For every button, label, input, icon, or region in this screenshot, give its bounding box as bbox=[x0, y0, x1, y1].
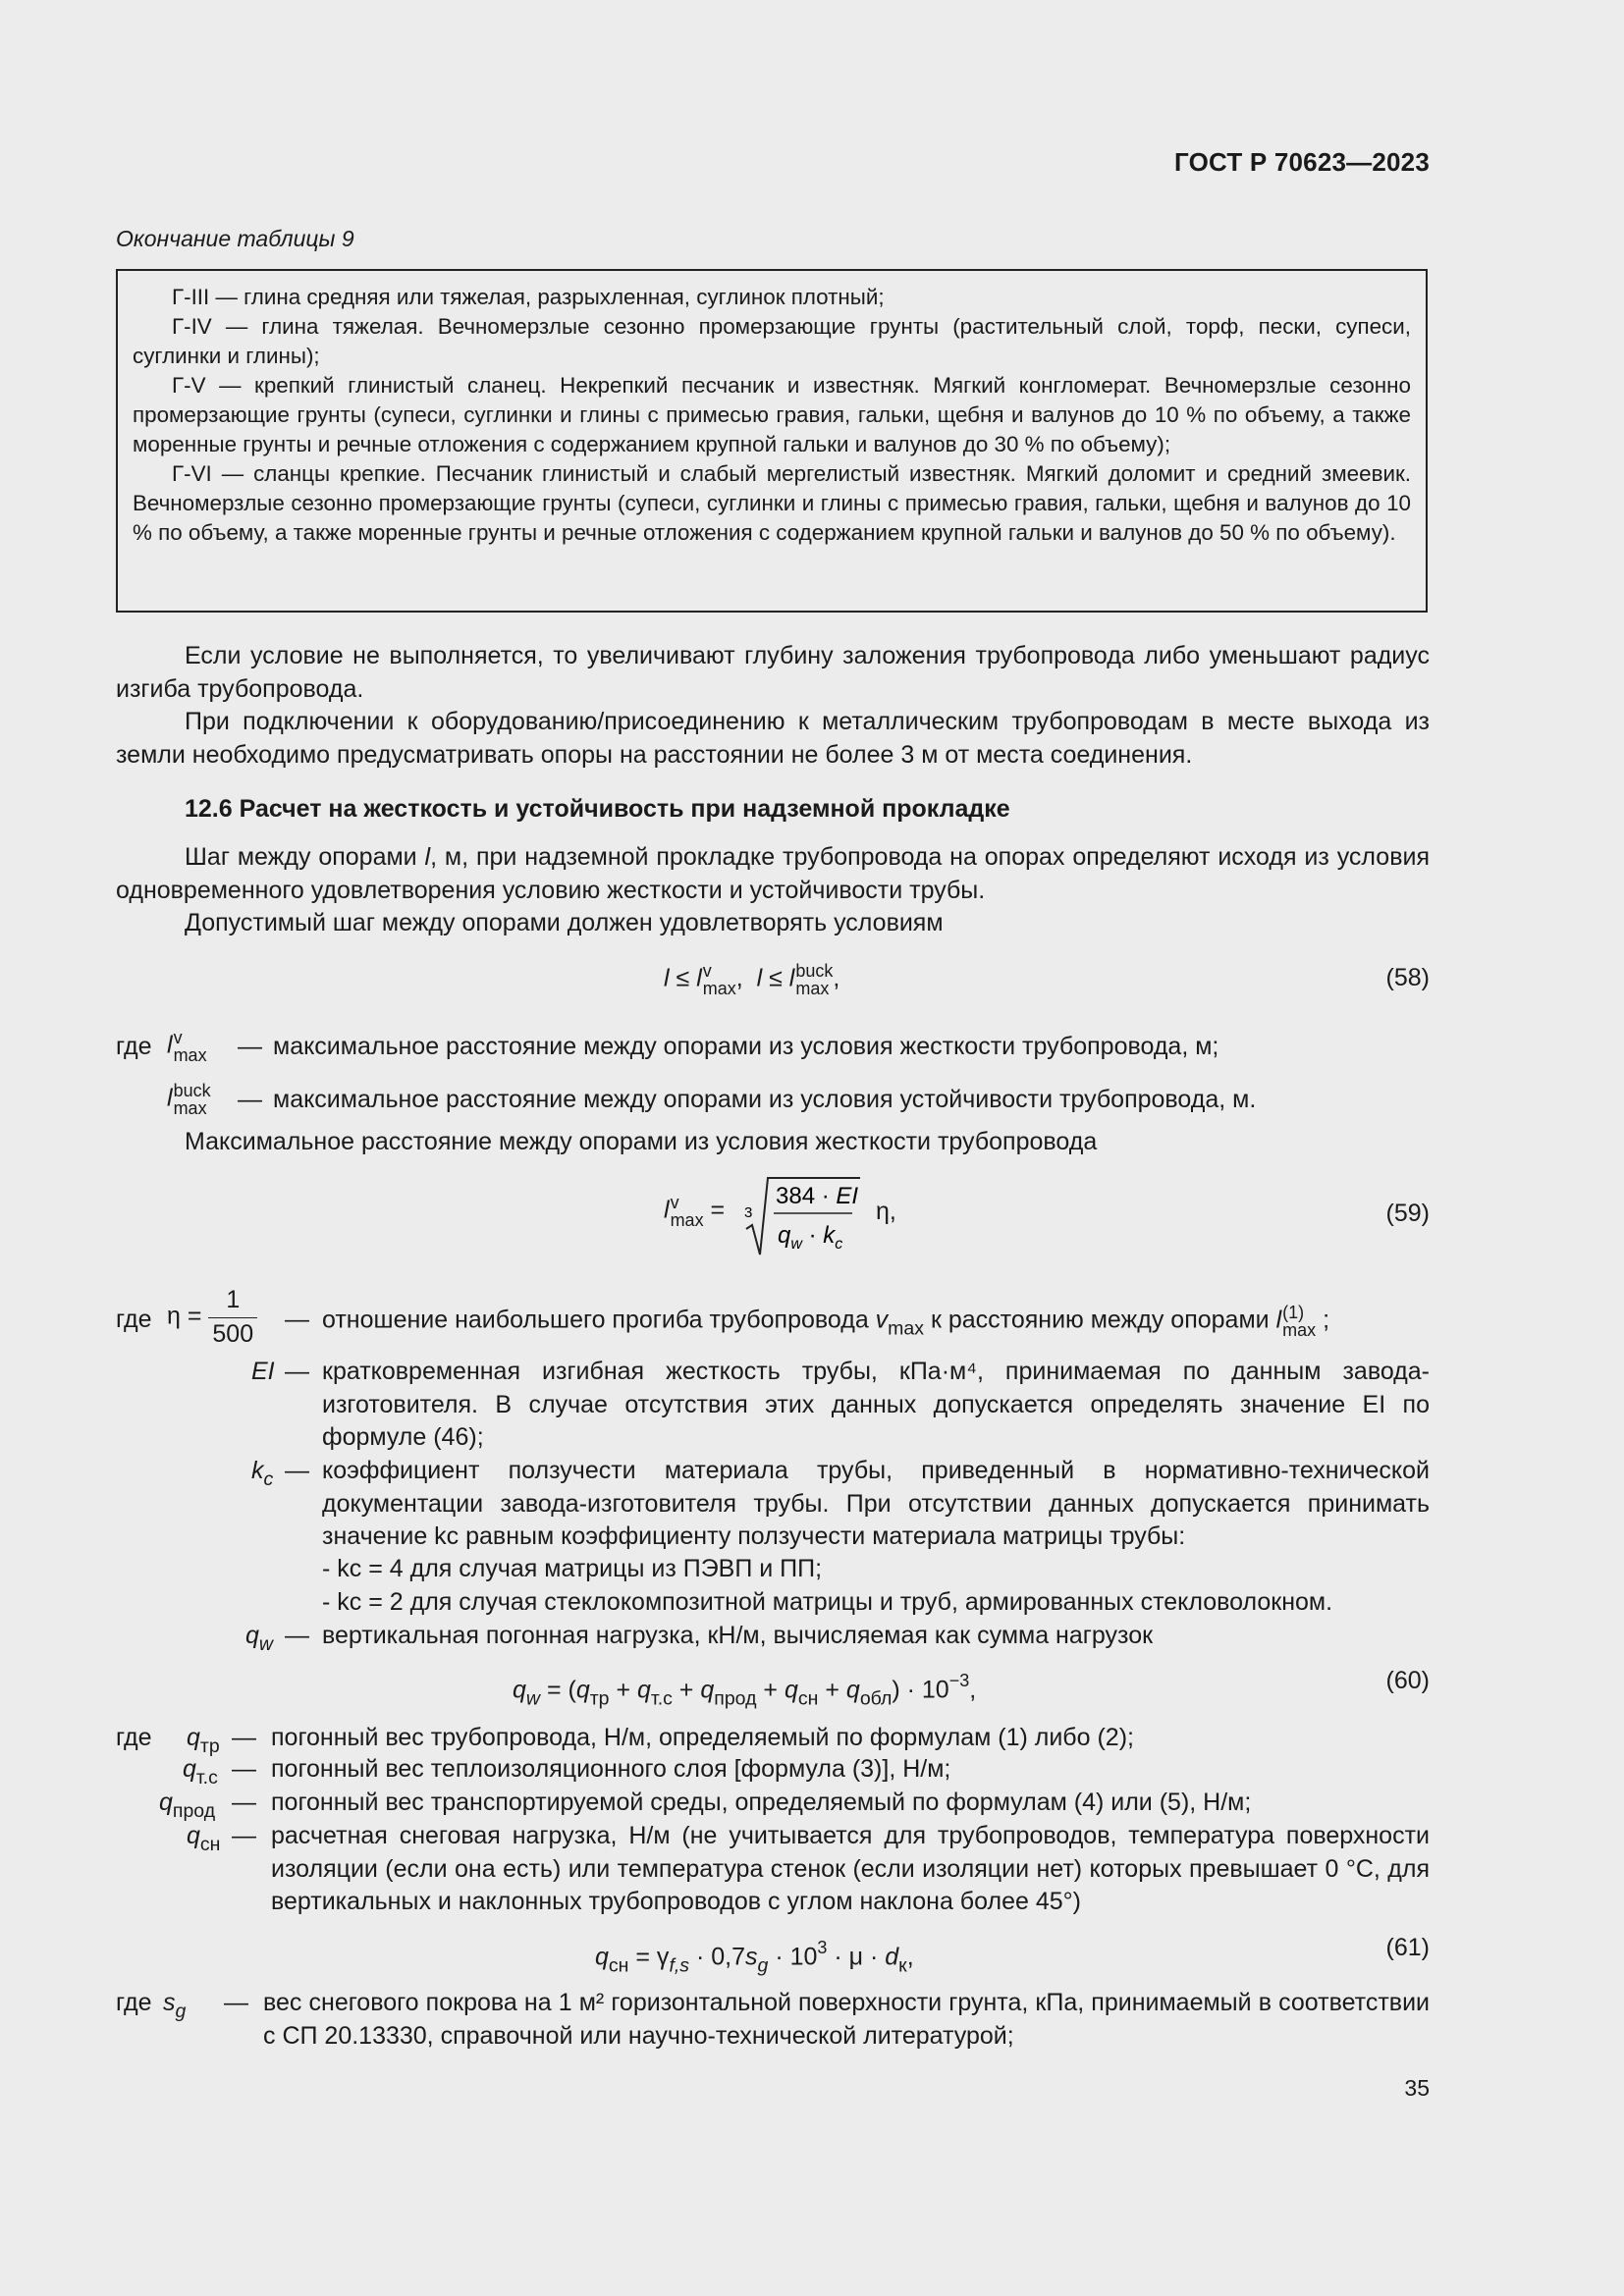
table-continuation-label: Окончание таблицы 9 bbox=[116, 226, 354, 251]
definition-qsn: $q_{сн}$ — расчетная снеговая нагрузка, Н/м (не учитывается для трубопроводов, температура поверхности изоляции (если она есть) или температура стенок (если изоляции нет) которых превышает 0 °C, для вертикальных и наклонных трубопроводов с углом наклона более 45°) bbox=[187, 1822, 1430, 1915]
formula-58: l ≤ l v max , l ≤ l buck max , bbox=[664, 961, 840, 998]
paragraph-support-spacing: Шаг между опорами l, м, при надземной прокладке трубопровода на опорах определяют исходя из условия одновременного удовлетворения условию жесткости и устойчивости трубы. Допустимый шаг между опорами должен удовлетворять условиям bbox=[116, 843, 1430, 936]
document-page: ГОСТ Р 70623—2023 Окончание таблицы 9 Г-III — глина средняя или тяжелая, разрыхленная, суглинок плотный; Г-IV — глина тяжелая. Вечномерзлые сезонно промерзающие грунты (растительный слой, торф, пески, супеси, суглинки и глины); Г-V — крепкий глинистый сланец. Некрепкий песчаник и известняк. Мягкий конгломерат. Вечномерзлые сезонно промерзающие грунты (супеси, суглинки и глины с примесью гравия, гальки, щебня и валунов до 10 % по объему, а также моренные грунты и речные отложения с содержанием крупной гальки и валунов до 30 % по объему); Г-VI — сланцы крепкие. Песчаник глинистый и слабый мергелистый известняк. Мягкий доломит и средний змеевик. Вечномерзлые сезонно промерзающие грунты (супеси, суглинки и глины с примесью гравия, гальки, щебня и валунов до 10 % по объему, а также моренные грунты и речные отложения с содержанием крупной гальки и валунов до 50 % по объему). Если условие не выполняется, то увеличивают глубину заложения трубопровода либо уменьшают радиус изгиба трубопровода. При подключении к оборудованию/присоединению к металлическим трубопроводам в месте выхода из земли необходимо предусматривать опоры на расстоянии не более 3 м от места соединения. 12.6 Расчет на жесткость и устойчивость при надземной прокладке Шаг между опорами l, м, при надземной прокладке трубопровода на опорах определяют исходя из условия одновременного удовлетворения условию жесткости и устойчивости трубы. Допустимый шаг между опорами должен удовлетворять условиям l ≤ l v max , l ≤ l buck max , (58) где l v max — максимальное расстояние между опорами из условия жесткости трубопровода, м; l buck max — максимальное расстояние между опорами из условия устойчивости трубопровода, м. Максимальное расстояние между опорами из условия жесткости трубопровода l v max = 3 384 · EI $q_w \cdot k_c$ η, (59) где η = $\frac{1}{500}$ — отношение наибольшего прогиба трубопровода $v_{max}$ к расстоянию между опорами l (1) max ; EI — кратковременная изгибная жесткость трубы, кПа·м⁴, принимаемая по данным завода-изготовителя. В случае отсутствия этих данных допускается определять значение EI по формуле (46); $k_c$ — коэффициент ползучести материала трубы, приведенный в нормативно-технической документации завода-изготовителя трубы. При отсутствии данных допускается принимать значение kc равным коэффициенту ползучести материала матрицы трубы: - kc = 4 для случая матрицы из ПЭВП и ПП; - kc = 2 для случая стеклокомпозитной матрицы и труб, армированных стекловолокном. $q_w$ — вертикальная погонная нагрузка, кН/м, вычисляемая как сумма нагрузок $q_w = (q_{тр} + q_{т.с} + q_{прод} + q_{сн} + q_{обл}) \cdot 10^{-3}$, (60) где $q_{тр}$ — погонный вес трубопровода, Н/м, определяемый по формулам (1) либо (2); $q_{т.с}$ — погонный вес теплоизоляционного слоя [формула (3)], Н/м; $q_{прод}$ — погонный вес транспортируемой среды, определяемый по формулам (4) или (5), Н/м; $q_{сн}$ — расчетная снеговая нагрузка, Н/м (не учитывается для трубопроводов, температура поверхности изоляции (если она есть) или температура стенок (если изоляции нет) которых превышает 0 °C, для вертикальных и наклонных трубопроводов с углом наклона более 45°) $q_{сн} = \gamma_{f,s} \cdot 0,7s_g \cdot 10^3 \cdot \mu \cdot d_к$, (61) где $s_g$ — вес снегового покрова на 1 м² горизонтальной поверхности грунта, кПа, принимаемый в соответствии с СП 20.13330, справочной или научно-технической литературой; 35 bbox=[116, 147, 1430, 2101]
formula-61: $q_{сн} = \gamma_{f,s} \cdot 0,7s_g \cdot 10^3 \cdot \mu \cdot d_к$, bbox=[595, 1938, 914, 1977]
definition-sg: где $s_g$ — вес снегового покрова на 1 м² горизонтальной поверхности грунта, кПа, принимаемый в соответствии с СП 20.13330, справочной или научно-технической литературой; bbox=[116, 1989, 1430, 2050]
svg-text:qw · kc: $q_w \cdot k_c$ bbox=[778, 1222, 843, 1253]
definition-lv: где l v max — максимальное расстояние между опорами из условия жесткости трубопровода, м; bbox=[116, 1028, 1219, 1065]
equation-number-60: (60) bbox=[1385, 1667, 1430, 1694]
svg-text:384 · EI: 384 · EI bbox=[776, 1183, 859, 1209]
paragraph-max-distance: Максимальное расстояние между опорами из условия жесткости трубопровода bbox=[185, 1128, 1098, 1155]
soil-group-g3: Г-III — глина средняя или тяжелая, разрыхленная, суглинок плотный; bbox=[172, 285, 885, 309]
definition-eta: где η = $\frac{1}{500}$ — отношение наибольшего прогиба трубопровода $v_{max}$ к расстоянию между опорами l (1) max ; bbox=[116, 1286, 1330, 1348]
paragraph-bend-condition: Если условие не выполняется, то увеличивают глубину заложения трубопровода либо уменьшают радиус изгиба трубопровода. При подключении к оборудованию/присоединению к металлическим трубопроводам в месте выхода из земли необходимо предусматривать опоры на расстоянии не более 3 м от места соединения. bbox=[116, 642, 1430, 769]
definition-qtr: где $q_{тр}$ — погонный вес трубопровода, Н/м, определяемый по формулам (1) либо (2); bbox=[116, 1724, 1134, 1757]
cube-root-sign bbox=[742, 1174, 880, 1256]
page-number: 35 bbox=[1404, 2075, 1430, 2101]
soil-group-g6: Г-VI — сланцы крепкие. Песчаник глинистый и слабый мергелистый известняк. Мягкий доломит и средний змеевик. Вечномерзлые сезонно промерзающие грунты (супеси, суглинки и глины с примесью гравия, гальки, щебня и валунов до 10 % по объему, а также моренные грунты и речные отложения с содержанием крупной гальки и валунов до 50 % по объему). bbox=[133, 461, 1411, 545]
definition-qtc: $q_{т.с}$ — погонный вес теплоизоляционного слоя [формула (3)], Н/м; bbox=[183, 1755, 951, 1789]
section-title: 12.6 Расчет на жесткость и устойчивость при надземной прокладке bbox=[185, 795, 1010, 823]
soil-group-g4: Г-IV — глина тяжелая. Вечномерзлые сезонно промерзающие грунты (растительный слой, торф, пески, супеси, суглинки и глины); bbox=[133, 314, 1411, 368]
svg-text:3: 3 bbox=[744, 1204, 753, 1221]
definition-qprod: $q_{прод}$ — погонный вес транспортируемой среды, определяемый по формулам (4) или (5), Н/м; bbox=[159, 1789, 1252, 1822]
equation-number-58: (58) bbox=[1385, 964, 1430, 991]
definition-kc: $k_c$ — коэффициент ползучести материала трубы, приведенный в нормативно-технической документации завода-изготовителя трубы. При отсутствии данных допускается принимать значение kc равным коэффициенту ползучести материала матрицы трубы: - kc = 4 для случая матрицы из ПЭВП и ПП; - kc = 2 для случая стеклокомпозитной матрицы и труб, армированных стекловолокном. bbox=[251, 1457, 1430, 1616]
soil-group-g5: Г-V — крепкий глинистый сланец. Некрепкий песчаник и известняк. Мягкий конгломерат. Вечномерзлые сезонно промерзающие грунты (супеси, суглинки и глины с примесью гравия, гальки, щебня и валунов до 10 % по объему, а также моренные грунты и речные отложения с содержанием крупной гальки и валунов до 30 % по объему); bbox=[133, 373, 1411, 456]
formula-60: $q_w = (q_{тр} + q_{т.с} + q_{прод} + q_{сн} + q_{обл}) \cdot 10^{-3}$, bbox=[513, 1671, 977, 1710]
definition-qw: $q_w$ — вертикальная погонная нагрузка, кН/м, вычисляемая как сумма нагрузок bbox=[245, 1622, 1154, 1655]
definition-lbuck: l buck max — максимальное расстояние между опорами из условия устойчивости трубопровода, м. bbox=[167, 1081, 1257, 1118]
equation-number-59: (59) bbox=[1385, 1200, 1430, 1227]
table-9-footnote-box bbox=[116, 269, 1428, 613]
document-code: ГОСТ Р 70623—2023 bbox=[1174, 147, 1430, 177]
definition-ei: EI — кратковременная изгибная жесткость трубы, кПа·м⁴, принимаемая по данным завода-изготовителя. В случае отсутствия этих данных допускается определять значение EI по формуле (46); bbox=[251, 1358, 1430, 1451]
equation-number-61: (61) bbox=[1385, 1934, 1430, 1961]
